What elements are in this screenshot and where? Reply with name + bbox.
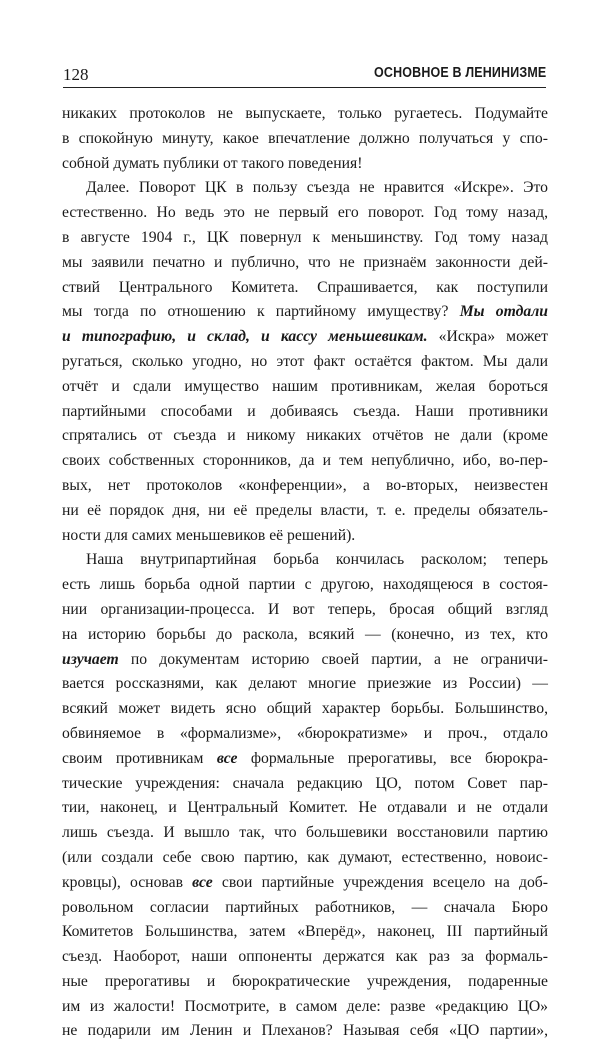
text-line: обвиняемое в «формализме», «бюрократизме» и проч., отдало xyxy=(62,724,548,742)
text-segment: свои партийные учреждения всецело на доб- xyxy=(221,873,549,891)
emphasis-text: все xyxy=(216,749,238,767)
text-line: спрятались от съезда и никому никаких отчётов не дали (кроме xyxy=(62,427,548,445)
text-line: тические учреждения: сначала редакцию ЦО, потом Совет пар- xyxy=(62,774,548,792)
text-line: Далее. Поворот ЦК в пользу съезда не нравится «Искре». Это xyxy=(86,179,548,197)
text-line: отчёт и сдали имущество нашим противникам, желая бороться xyxy=(62,377,548,395)
text-line xyxy=(62,325,548,350)
emphasis-text: все xyxy=(192,873,213,891)
text-line: нии организации-процесса. И вот теперь, бросая общий взгляд xyxy=(62,600,548,618)
text-line: Комитетов Большинства, затем «Вперёд», наконец, III партийный xyxy=(62,923,548,941)
text-line: собной думать публики от такого поведения! xyxy=(62,154,363,172)
text-line: ни её порядок дня, ни её пределы власти, т. е. пределы обязатель- xyxy=(62,501,548,519)
page-number: 128 xyxy=(63,65,89,84)
text-line: естественно. Но ведь это не первый его поворот. Год тому назад, xyxy=(62,204,548,222)
text-line: в спокойную минуту, какое впечатление должно получаться у спо- xyxy=(62,129,548,147)
text-line: никаких протоколов не выпускаете, только ругаетесь. Подумайте xyxy=(62,105,548,122)
text-line: ствий Центрального Комитета. Спрашивается, как поступили xyxy=(62,278,548,296)
text-line: своих собственных сторонников, да и тем непублично, ибо, во-пер- xyxy=(62,452,548,470)
text-line: партийными способами и добиваясь съезда. Наши противники xyxy=(62,402,548,420)
emphasis-text: Мы отдали xyxy=(459,303,549,321)
text-line: вается россказнями, как делают многие приезжие из России) — xyxy=(62,675,548,693)
text-line: (или создали себе свою партию, как думают, естественно, новоис- xyxy=(62,848,548,866)
text-line: ругаться, сколько угодно, но этот факт остаётся фактом. Мы дали xyxy=(62,352,548,370)
text-line: ные прерогативы и бюрократические учреждения, подаренные xyxy=(62,972,548,990)
text-line: лишь съезда. И вышло так, что большевики восстановили партию xyxy=(62,824,548,842)
text-line xyxy=(62,300,548,325)
text-line: вых, нет протоколов «конференции», а во-вторых, неизвестен xyxy=(62,476,548,494)
text-line xyxy=(62,648,548,673)
text-line: тии, наконец, и Центральный Комитет. Не отдавали и не отдали xyxy=(62,799,548,817)
text-line: всякий может видеть ясно общий характер борьбы. Большинство, xyxy=(62,700,548,718)
text-line: ности для самих меньшевиков её решений). xyxy=(62,526,356,544)
text-segment: кровцы), основав xyxy=(62,873,183,891)
text-segment: мы тогда по отношению к партийному имуществу? xyxy=(62,303,449,321)
text-line: в августе 1904 г., ЦК повернул к меньшинству. Год тому назад xyxy=(62,228,548,246)
text-line: не подарили им Ленин и Плеханов? Называя себя «ЦО партии», xyxy=(62,1022,548,1040)
body-text xyxy=(62,102,548,1044)
text-line: на историю борьбы до раскола, всякий — (конечно, из тех, кто xyxy=(62,625,548,643)
text-line: мы заявили печатно и публично, что не признаём законности дей- xyxy=(62,253,548,271)
text-line: ровольном согласии партийных работников, — сначала Бюро xyxy=(62,898,548,916)
text-segment: формальные прерогативы, все бюрокра- xyxy=(250,749,549,767)
text-line: есть лишь борьба одной партии с другою, находящеюся в состоя- xyxy=(62,576,548,594)
text-line: Наша внутрипартийная борьба кончилась расколом; теперь xyxy=(86,551,548,569)
running-title: ОСНОВНОЕ В ЛЕНИНИЗМЕ xyxy=(373,65,546,81)
text-segment: «Искра» может xyxy=(438,328,548,346)
page-header xyxy=(63,62,546,88)
header-rule xyxy=(63,87,546,88)
text-segment: по документам историю своей партии, а не ограничи- xyxy=(130,650,549,668)
emphasis-text: и типографию, и склад, и кассу меньшевикам. xyxy=(62,328,428,346)
text-line xyxy=(62,747,548,772)
emphasis-text: изучает xyxy=(62,650,119,668)
text-line xyxy=(62,871,548,896)
text-line: им из жалости! Посмотрите, в самом деле: разве «редакцию ЦО» xyxy=(62,997,548,1015)
text-segment: своим противникам xyxy=(62,749,204,767)
text-line: съезд. Наоборот, наши оппоненты держатся как раз за формаль- xyxy=(62,948,548,966)
